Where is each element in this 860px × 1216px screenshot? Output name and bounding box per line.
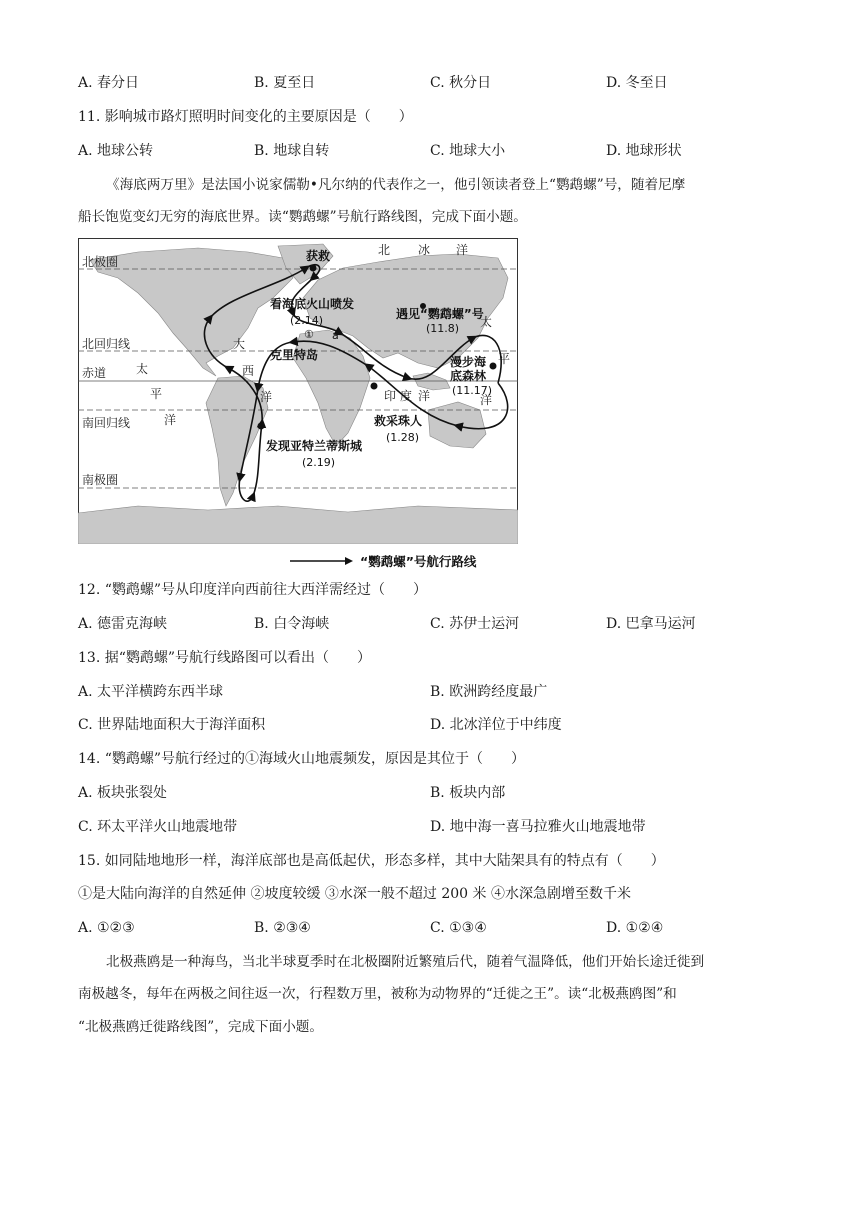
q11-option-c: C. 地球大小	[430, 143, 506, 159]
label-pearl: 救采珠人	[374, 414, 423, 428]
svg-text:(11.8): (11.8)	[426, 322, 460, 335]
intro2-line3: “北极燕鸥迁徙路线图”，完成下面小题。	[78, 1019, 323, 1035]
intro2-line2: 南极越冬，每年在两极之间往返一次，行程数万里，被称为动物界的“迁徙之王”。读“北极燕鸥图”和	[78, 986, 677, 1002]
svg-text:a: a	[332, 329, 339, 342]
svg-text:西: 西	[242, 364, 255, 378]
svg-text:太: 太	[480, 315, 493, 329]
q13-option-b: B. 欧洲跨经度最广	[430, 684, 548, 700]
label-rescued: 获救	[306, 249, 331, 263]
intro1-line2: 船长饱览变幻无穷的海底世界。读“鹦鹉螺”号航行路线图，完成下面小题。	[78, 209, 527, 225]
legend-label: “鹦鹉螺”号航行路线	[360, 554, 477, 569]
q13-option-c: C. 世界陆地面积大于海洋面积	[78, 717, 266, 733]
q11-option-a: A. 地球公转	[78, 143, 154, 159]
q15-stem: 15. 如同陆地地形一样，海洋底部也是高低起伏，形态多样，其中大陆架具有的特点有（ ）	[78, 853, 665, 869]
svg-text:洋: 洋	[480, 393, 493, 407]
svg-text:大: 大	[233, 337, 246, 351]
intro2-line1: 北极燕鸥是一种海鸟，当北半球夏季时在北极圈附近繁殖后代，随着气温降低，他们开始长途迁徙到	[106, 954, 705, 970]
map-legend	[290, 551, 530, 571]
svg-text:度: 度	[400, 389, 413, 403]
svg-text:洋: 洋	[260, 390, 273, 404]
q12-option-c: C. 苏伊士运河	[430, 616, 520, 632]
svg-text:洋: 洋	[456, 243, 469, 257]
svg-text:①: ①	[304, 328, 314, 341]
q13-option-a: A. 太平洋横跨东西半球	[78, 684, 224, 700]
q14-option-b: B. 板块内部	[430, 785, 506, 801]
svg-text:印: 印	[384, 389, 397, 403]
q15-option-d: D. ①②④	[606, 920, 664, 936]
q10-option-c: C. 秋分日	[430, 75, 492, 91]
label-tropic-capricorn: 南回归线	[82, 416, 131, 430]
q12-option-a: A. 德雷克海峡	[78, 616, 168, 632]
q14-stem: 14. “鹦鹉螺”号航行经过的①海域火山地震频发，原因是其位于（ ）	[78, 751, 526, 767]
label-arctic-circle: 北极圈	[82, 255, 119, 269]
svg-text:平: 平	[498, 352, 511, 366]
svg-text:北: 北	[378, 243, 391, 257]
svg-text:(11.17): (11.17)	[452, 384, 493, 397]
q15-option-b: B. ②③④	[254, 920, 311, 936]
q11-option-b: B. 地球自转	[254, 143, 330, 159]
label-volcano: 看海底火山喷发	[270, 297, 355, 311]
q15-statements: ①是大陆向海洋的自然延伸 ②坡度较缓 ③水深一般不超过 200 米 ④水深急剧增至数千米	[78, 886, 631, 902]
q10-option-b: B. 夏至日	[254, 75, 316, 91]
q13-stem: 13. 据“鹦鹉螺”号航行线路图可以看出（ ）	[78, 650, 372, 666]
svg-text:冰: 冰	[418, 243, 431, 257]
q15-option-a: A. ①②③	[78, 920, 135, 936]
label-atlantis: 发现亚特兰蒂斯城	[266, 439, 363, 453]
label-tropic-cancer: 北回归线	[82, 337, 131, 351]
antarctica-land	[78, 506, 518, 544]
q12-option-d: D. 巴拿马运河	[606, 616, 696, 632]
q10-option-d: D. 冬至日	[606, 75, 668, 91]
q11-option-d: D. 地球形状	[606, 143, 682, 159]
label-meet: 遇见“鹦鹉螺”号	[396, 307, 484, 321]
q12-stem: 12. “鹦鹉螺”号从印度洋向西前往大西洋需经过（ ）	[78, 582, 428, 598]
q12-option-b: B. 白令海峡	[254, 616, 330, 632]
intro1-line1: 《海底两万里》是法国小说家儒勒•凡尔纳的代表作之一，他引领读者登上“鹦鹉螺”号，随着尼摩	[106, 177, 686, 193]
q14-option-d: D. 地中海一喜马拉雅火山地震地带	[430, 819, 646, 835]
svg-text:(2.19): (2.19)	[302, 456, 336, 469]
label-equator: 赤道	[82, 366, 107, 380]
q13-option-d: D. 北冰洋位于中纬度	[430, 717, 562, 733]
label-crete: 克里特岛	[270, 348, 319, 362]
svg-text:洋: 洋	[164, 413, 177, 427]
label-forest: 漫步海	[450, 355, 487, 369]
q10-option-a: A. 春分日	[78, 75, 140, 91]
svg-text:底森林: 底森林	[450, 369, 487, 383]
svg-text:平: 平	[150, 387, 163, 401]
voyage-map	[78, 238, 518, 544]
q15-option-c: C. ①③④	[430, 920, 487, 936]
q14-option-a: A. 板块张裂处	[78, 785, 168, 801]
svg-text:(1.28): (1.28)	[386, 431, 420, 444]
svg-text:洋: 洋	[418, 389, 431, 403]
svg-text:太: 太	[136, 362, 149, 376]
label-antarctic-circle: 南极圈	[82, 473, 119, 487]
svg-text:(2.14): (2.14)	[290, 314, 324, 327]
q11-stem: 11. 影响城市路灯照明时间变化的主要原因是（ ）	[78, 109, 413, 125]
q14-option-c: C. 环太平洋火山地震地带	[78, 819, 238, 835]
